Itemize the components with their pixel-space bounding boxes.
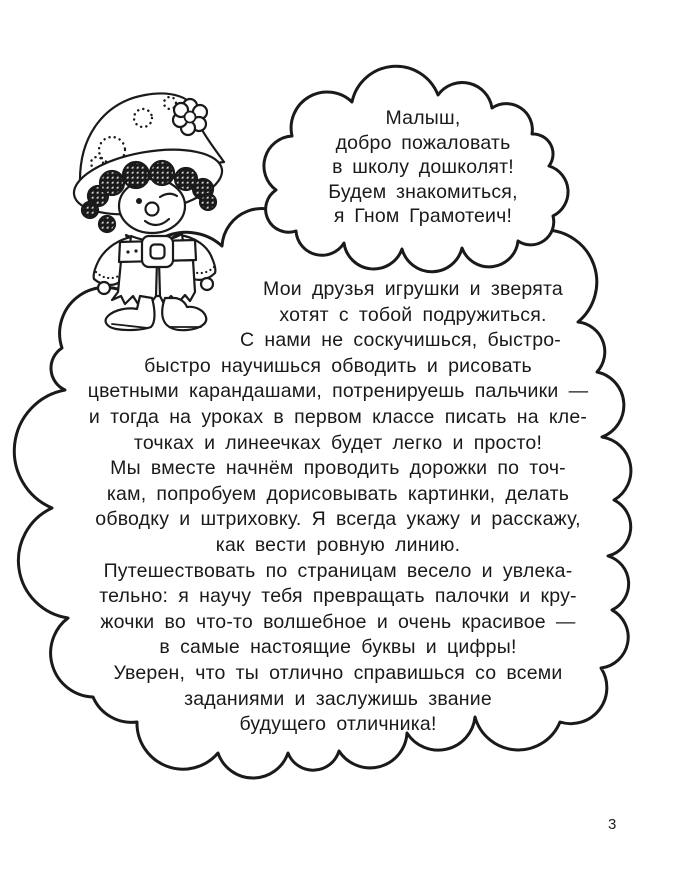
speech-line: добро пожаловать [335, 131, 511, 154]
speech-line: Малыш, [385, 107, 461, 129]
main-text-line: обводку и штриховку. Я всегда укажу и расскажу, [95, 508, 581, 531]
main-cloud-text [55, 277, 621, 738]
speech-line: я Гном Грамотеич! [333, 205, 513, 227]
main-text-line: точках и линеечках будет легко и просто! [133, 431, 543, 454]
main-text-line: кам, попробуем дорисовывать картинки, делать [106, 482, 570, 505]
main-text-line: жочки во что-то волшебное и очень красивое — [100, 610, 576, 633]
main-text-line: цветными карандашами, потренируешь пальчики — [87, 380, 589, 403]
gnome-buckle-inner [151, 245, 165, 259]
main-text-line: Путешествовать по страницам весело и увлека- [103, 559, 573, 582]
main-text-line: хотят с тобой подружиться. [279, 303, 547, 326]
page-number: 3 [608, 816, 617, 833]
main-text-line: заданиями и заслужишь звание [184, 687, 492, 710]
speech-line: Будем знакомиться, [328, 180, 518, 203]
main-text-line: и тогда на уроках в первом классе писать на кле- [88, 405, 588, 428]
main-text-line: будущего отличника! [239, 713, 437, 736]
main-text-line: С нами не соскучишься, быстро- [240, 329, 561, 352]
main-text-line: Мы вместе начнём проводить дорожки по точ- [110, 457, 566, 480]
main-text-line: быстро научишься обводить и рисовать [144, 354, 532, 377]
gnome-nose [146, 203, 159, 216]
main-text-line: как вести ровную линию. [215, 533, 461, 556]
main-text-line: в самые настоящие буквы и цифры! [159, 636, 517, 659]
main-text-line: Мои друзья игрушки и зверята [263, 278, 563, 300]
speech-bubble-text [266, 106, 580, 229]
belt-hole [126, 250, 129, 253]
main-text-line: тельно: я научу тебя превращать палочки и кру- [99, 585, 577, 608]
belt-hole [134, 249, 137, 252]
speech-line: в школу дошколят! [332, 156, 514, 178]
main-text-line: Уверен, что ты отлично справишься со всеми [113, 661, 563, 684]
gnome-eye-left [136, 198, 142, 204]
